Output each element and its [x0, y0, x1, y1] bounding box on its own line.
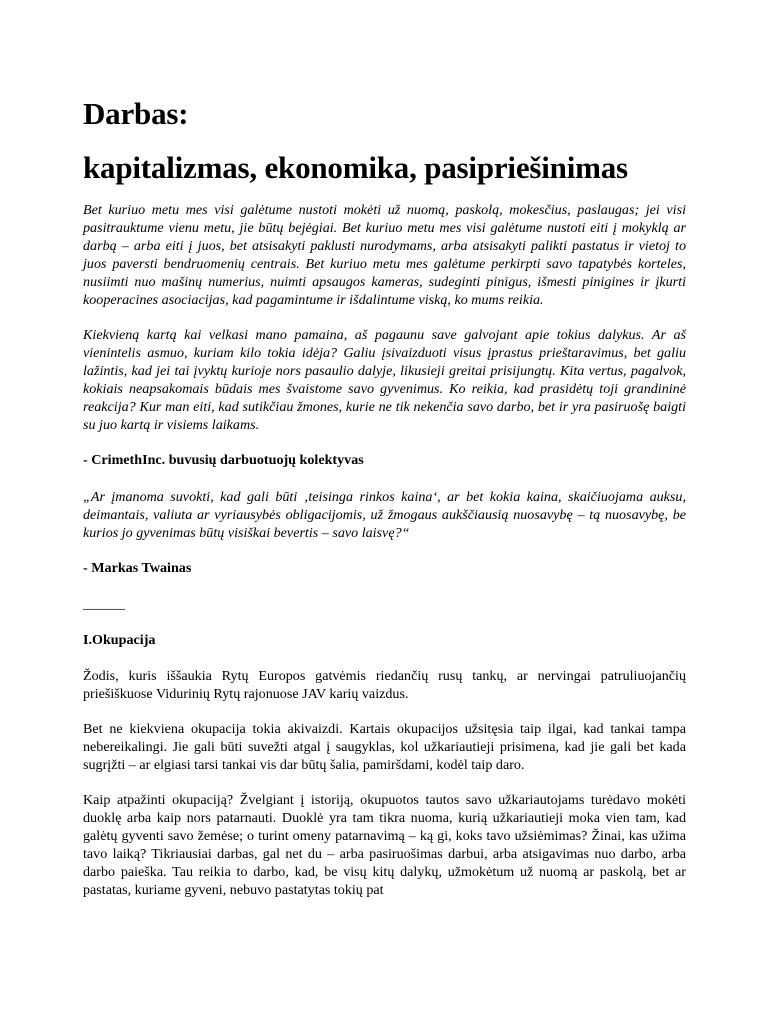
title-line-1: Darbas:	[83, 96, 189, 131]
body-paragraph-1: Žodis, kuris iššaukia Rytų Europos gatvėmis riedančių rusų tankų, ar nervingai patruliuojančių priešiškuose Vidurinių Rytų rajonuose JAV karių vaizdus.	[83, 668, 686, 702]
intro-paragraph-2: Kiekvieną kartą kai velkasi mano pamaina, aš pagaunu save galvojant apie tokius dalykus. Ar aš vienintelis asmuo, kuriam kilo tokia idėja? Galiu įsivaizduoti visus įprastus prieštaravimus, bet galiu lažintis, kad jei tai įvyktų kurioje nors pasaulio dalyje, likusieji greitai prisijungtų. Kita vertus, pagalvok, kokiais neapsakomais būdais mes švaistome savo gyvenimus. Ko reikia, kad prasidėtų toji grandininė reakcija? Kur man eiti, kad sutikčiau žmones, kurie ne tik nekenčia savo darbo, bet ir yra pasiruošę baigti su juo kartą ir visiems laikams.	[83, 327, 686, 433]
title-line-2: kapitalizmas, ekonomika, pasipriešinimas	[83, 150, 628, 185]
section-separator: ______	[83, 597, 125, 612]
body-paragraph-2: Bet ne kiekviena okupacija tokia akivaizdi. Kartais okupacijos užsitęsia taip ilgai, kad tankai tampa nebereikalingi. Jie gali būti suvežti atgal į saugyklas, kol užkariautieji prisimena, kad jie gali bet kada sugrįžti – ar elgiasi tarsi tankai vis dar būtų šalia, pamiršdami, kodėl taip daro.	[83, 721, 686, 773]
signature-crimethinc: - CrimethInc. buvusių darbuotuojų kolektyvas	[83, 452, 364, 468]
body-paragraph-3: Kaip atpažinti okupaciją? Žvelgiant į istoriją, okupuotos tautos savo užkariautojams turėdavo mokėti duoklę arba kaip nors patarnauti. Duoklė yra tam tikra nuoma, kurią užkariautieji moka vien tam, kad galėtų gyventi savo žemėse; o turint omeny patarnavimą – ką gi, koks tavo užsiėmimas? Žinai, kas užima tavo laiką? Tikriausiai darbas, gal net du – arba pasiruošimas darbui, arba atsigavimas nuo darbo, arba darbo paieška. Tau reikia to darbo, kad, be visų kitų dalykų, užmokėtum už nuomą ar paskolą, bet ar pastatas, kuriame gyveni, nebuvo pastatytas tokių pat	[83, 792, 686, 898]
page-content	[83, 96, 686, 899]
signature-twain: - Markas Twainas	[83, 560, 192, 576]
intro-paragraph-1: Bet kuriuo metu mes visi galėtume nustoti mokėti už nuomą, paskolą, mokesčius, paslaugas; jei visi pasitrauktume vienu metu, jie būtų bejėgiai. Bet kuriuo metu mes visi galėtume nustoti eiti į mokyklą ar darbą – arba eiti į juos, bet atsisakyti paklusti nurodymams, arba atsisakyti palikti pastatus ir vietoj to juos paversti bendruomenių centrais. Bet kuriuo metu mes galėtume perkirpti savo tapatybės korteles, nusiimti nuo mašinų numerius, nuimti apsaugos kameras, sudeginti pinigus, išmesti pinigines ir įkurti kooperacines asociacijas, kad pagamintume ir išdalintume viską, ko mums reikia.	[83, 202, 686, 308]
section-heading: I.Okupacija	[83, 632, 156, 648]
twain-quote: „Ar įmanoma suvokti, kad gali būti ‚teisinga rinkos kaina‘, ar bet kokia kaina, skaičiuojama auksu, deimantais, valiuta ar vyriausybės obligacijomis, už žmogaus aukščiausią nuosavybę – tą nuosavybę, be kurios jo gyvenimas būtų visiškai bevertis – savo laisvę?“	[83, 489, 686, 541]
